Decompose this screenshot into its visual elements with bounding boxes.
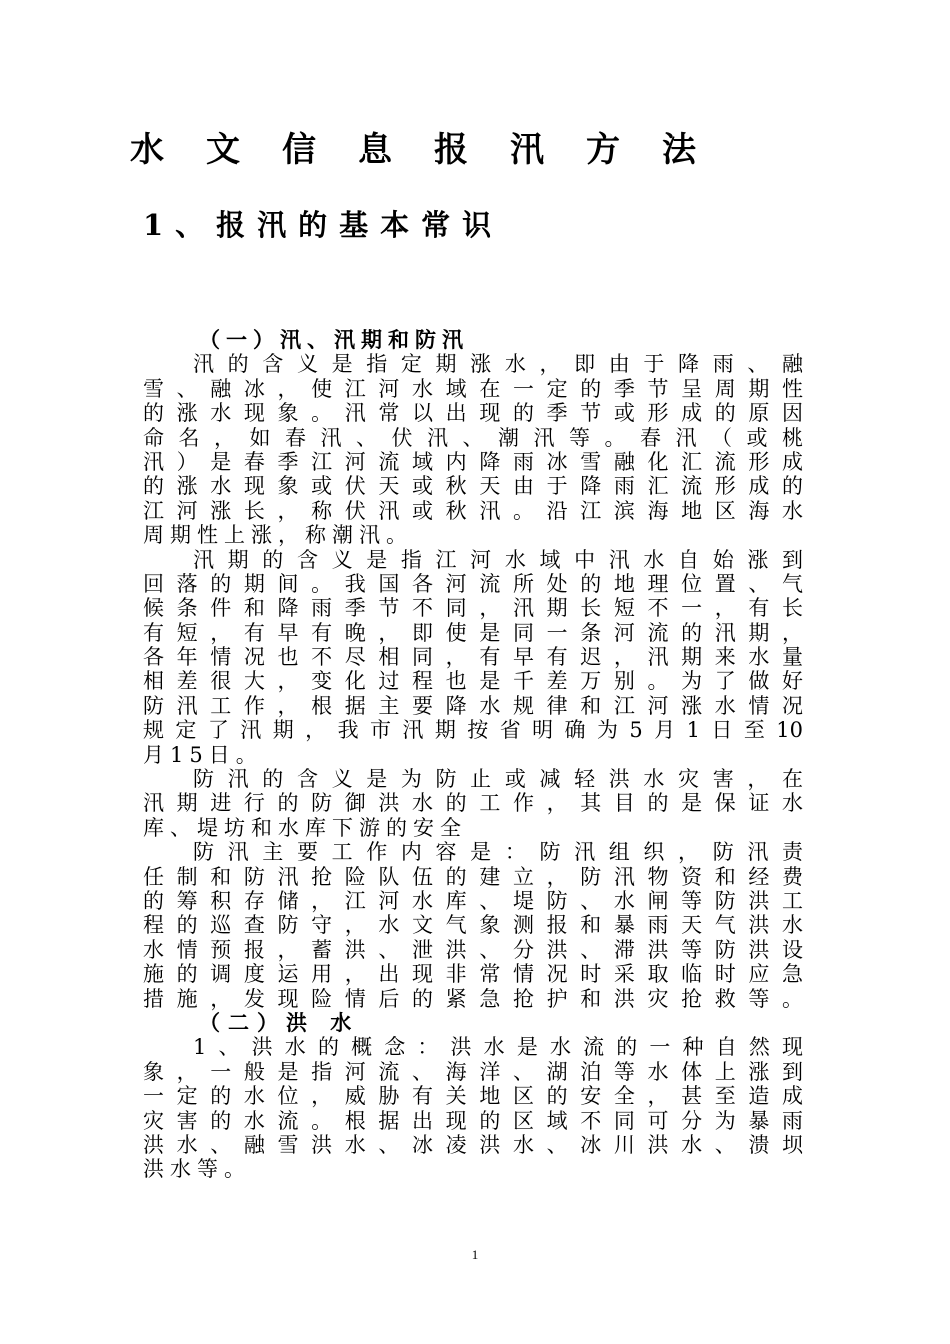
subsection-heading: （一）汛、汛期和防汛 — [199, 328, 469, 352]
text-line: 汛期的含义是指江河水域中汛水自始涨到 — [193, 547, 803, 572]
title-char: 信 — [282, 130, 316, 170]
text-line: 一定的水位，威胁有关地区的安全，甚至造成 — [143, 1084, 803, 1109]
title-char: 水 — [130, 130, 164, 170]
text-line: 回落的期间。我国各河流所处的地理位置、气 — [143, 571, 803, 596]
text-line: 防汛工作，根据主要降水规律和江河涨水情况 — [143, 693, 803, 718]
text-line: 的筹积存储，江河水库、堤防、水闸等防洪工 — [143, 888, 803, 913]
text-line: 月15日。 — [143, 742, 263, 767]
text-line: 的涨水现象或伏天或秋天由于降雨汇流形成的 — [143, 474, 803, 499]
text-line: 1、洪水的概念：洪水是水流的一种自然现 — [193, 1035, 803, 1060]
document-title — [130, 128, 820, 172]
text-line: 汛期进行的防御洪水的工作，其目的是保证水 — [143, 791, 803, 816]
text-line: 周期性上涨，称潮汛。 — [143, 523, 413, 548]
title-char: 汛 — [510, 130, 544, 170]
section-heading: 1、报汛的基本常识 — [143, 208, 504, 242]
text-line: 有短，有早有晚，即使是同一条河流的汛期， — [143, 620, 803, 645]
text-line: 施的调度运用，出现非常情况时采取临时应急 — [143, 962, 803, 987]
subsection-heading: （二）洪 水 — [199, 1010, 360, 1035]
text-line: 库、堤坊和水库下游的安全 — [143, 815, 467, 840]
text-line: 各年情况也不尽相同，有早有迟，汛期来水量 — [143, 645, 803, 670]
text-line: 命名，如春汛、伏汛、潮汛等。春汛（或桃 — [143, 425, 803, 450]
text-line: 规定了汛期，我市汛期按省明确为5月1日至10 — [143, 718, 803, 743]
text-line: 水情预报，蓄洪、泄洪、分洪、滞洪等防洪设 — [143, 937, 803, 962]
text-line: 的涨水现象。汛常以出现的季节或形成的原因 — [143, 401, 803, 426]
text-line: 程的巡查防守，水文气象测报和暴雨天气洪水 — [143, 913, 803, 938]
text-line: 江河涨长，称伏汛或秋汛。沿江滨海地区海水 — [143, 498, 803, 523]
text-line: 任制和防汛抢险队伍的建立，防汛物资和经费 — [143, 864, 803, 889]
text-line: 洪水等。 — [143, 1157, 251, 1182]
title-char: 方 — [586, 130, 620, 170]
text-line: 汛的含义是指定期涨水，即由于降雨、融 — [193, 352, 803, 377]
text-line: 防汛的含义是为防止或减轻洪水灾害，在 — [193, 767, 803, 792]
title-char: 报 — [434, 130, 468, 170]
text-line: 措施，发现险情后的紧急抢护和洪灾抢救等。 — [143, 986, 803, 1011]
text-line: 防汛主要工作内容是：防汛组织，防汛责 — [193, 840, 803, 865]
title-char: 文 — [206, 130, 240, 170]
text-line: 候条件和降雨季节不同，汛期长短不一，有长 — [143, 596, 803, 621]
text-line: 洪水、融雪洪水、冰凌洪水、冰川洪水、溃坝 — [143, 1132, 803, 1157]
page-number: 1 — [471, 1247, 479, 1262]
text-line: 汛）是春季江河流域内降雨冰雪融化汇流形成 — [143, 449, 803, 474]
title-char: 息 — [358, 130, 392, 170]
text-line: 雪、融冰，使江河水域在一定的季节呈周期性 — [143, 376, 803, 401]
body-text — [143, 328, 803, 1182]
title-char: 法 — [662, 130, 696, 170]
text-line: 象，一般是指河流、海洋、湖泊等水体上涨到 — [143, 1059, 803, 1084]
text-line: 相差很大，变化过程也是千差万别。为了做好 — [143, 669, 803, 694]
text-line: 灾害的水流。根据出现的区域不同可分为暴雨 — [143, 1108, 803, 1133]
